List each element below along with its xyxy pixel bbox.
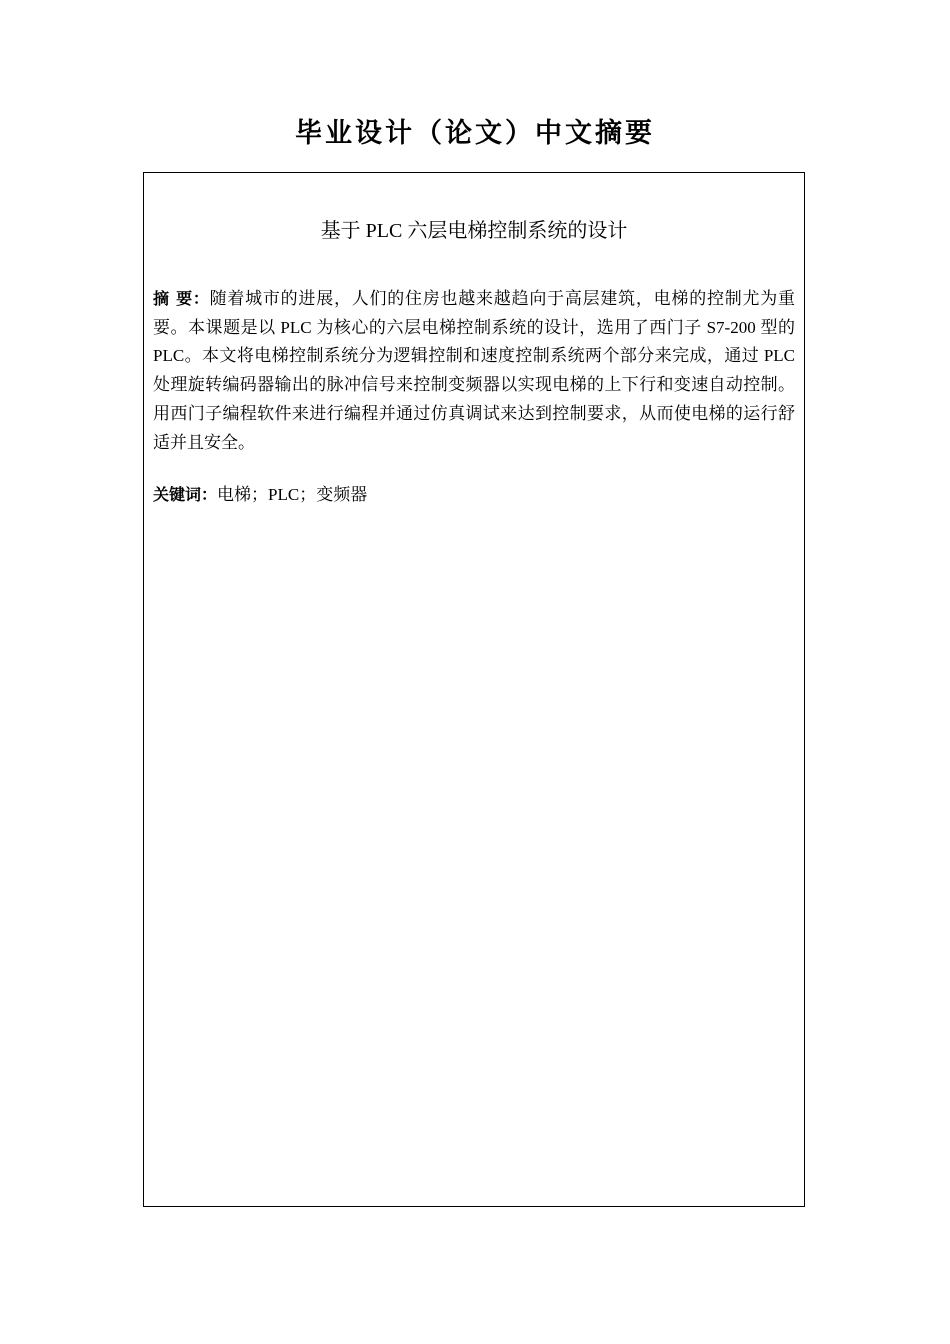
keywords-text: 电梯；PLC；变频器: [217, 485, 368, 504]
keywords-line: [153, 481, 795, 509]
abstract-text: 随着城市的进展，人们的住房也越来越趋向于高层建筑，电梯的控制尤为重要。本课题是以 PLC 为核心的六层电梯控制系统的设计，选用了西门子 S7-200 型的 PLC。本文将电梯控制系统分为逻辑控制和速度控制系统两个部分来完成，通过 PLC 处理旋转编码器输出的脉冲信号来控制变频器以实现电梯的上下行和变速自动控制。用西门子编程软件来进行编程并通过仿真调试来达到控制要求，从而使电梯的运行舒适并且安全。: [153, 289, 795, 452]
page-title: 毕业设计（论文）中文摘要: [295, 118, 655, 149]
abstract-paragraph: [153, 285, 795, 457]
abstract-frame: [143, 172, 805, 1207]
abstract-label: 摘 要：: [153, 289, 210, 308]
thesis-title: 基于 PLC 六层电梯控制系统的设计: [320, 220, 628, 242]
keywords-label: 关键词：: [153, 485, 218, 504]
